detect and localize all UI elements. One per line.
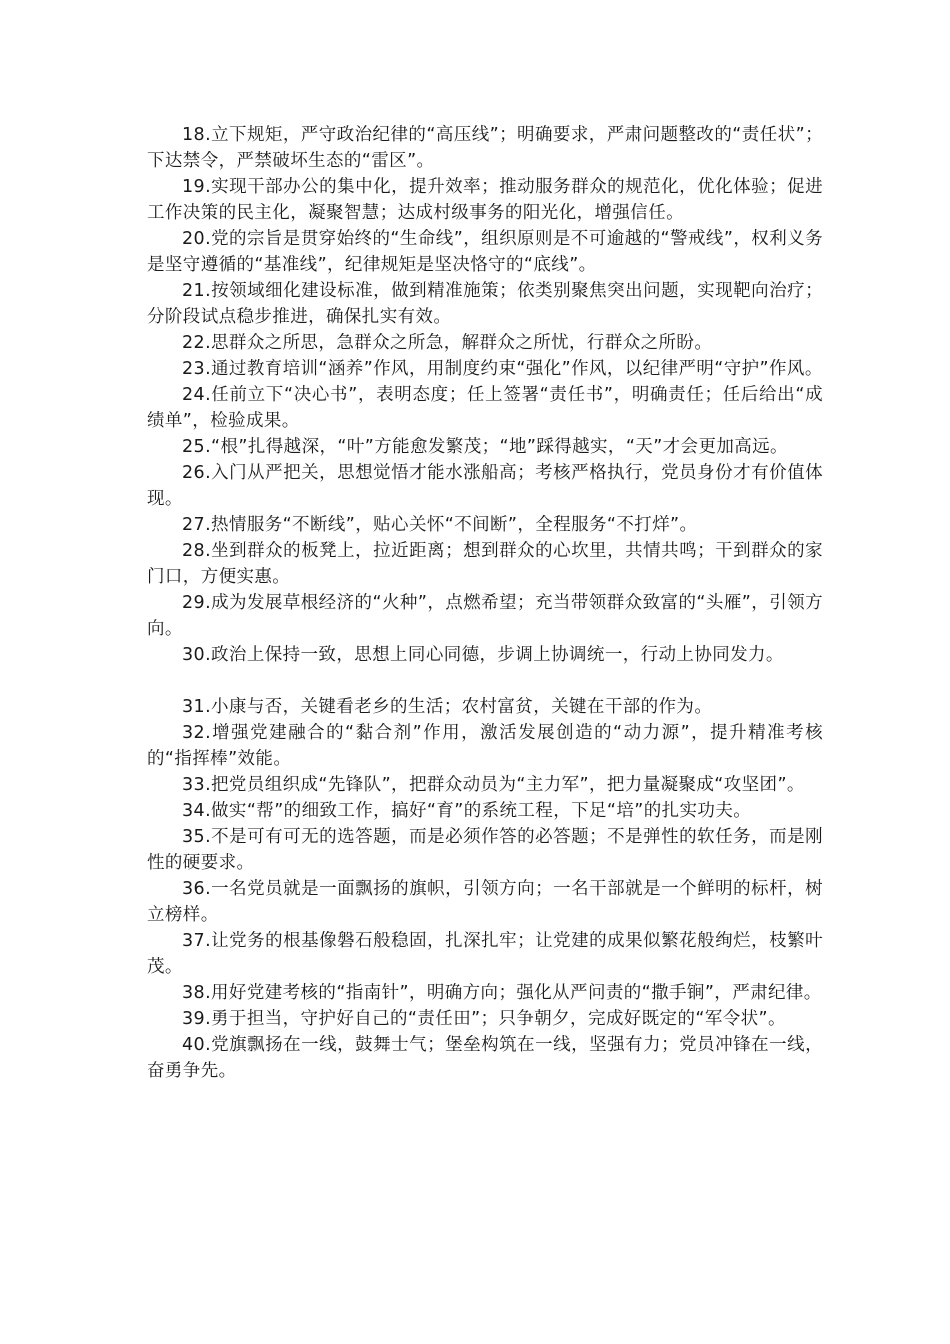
paragraph-24: 24.任前立下“决心书”，表明态度；任上签署“责任书”，明确责任；任后给出“成绩单”，检验成果。: [147, 385, 823, 431]
paragraph-36: 36.一名党员就是一面飘扬的旗帜，引领方向；一名干部就是一个鲜明的标杆，树立榜样。: [147, 879, 823, 925]
paragraph-18: 18.立下规矩，严守政治纪律的“高压线”；明确要求，严肃问题整改的“责任状”；下达禁令，严禁破坏生态的“雷区”。: [147, 125, 823, 171]
paragraph-37: 37.让党务的根基像磐石般稳固，扎深扎牢；让党建的成果似繁花般绚烂，枝繁叶茂。: [147, 931, 823, 977]
paragraph-38: 38.用好党建考核的“指南针”，明确方向；强化从严问责的“撒手锏”，严肃纪律。: [182, 983, 822, 1003]
paragraph-20: 20.党的宗旨是贯穿始终的“生命线”，组织原则是不可逾越的“警戒线”，权利义务是坚守遵循的“基准线”，纪律规矩是坚决恪守的“底线”。: [147, 229, 823, 275]
paragraph-22: 22.思群众之所思，急群众之所急，解群众之所忧，行群众之所盼。: [182, 333, 713, 353]
paragraph-30: 30.政治上保持一致，思想上同心同德，步调上协调统一，行动上协同发力。: [182, 645, 784, 665]
paragraph-32: 32.增强党建融合的“黏合剂”作用，激活发展创造的“动力源”，提升精准考核的“指挥棒”效能。: [147, 723, 823, 769]
paragraph-27: 27.热情服务“不断线”，贴心关怀“不间断”，全程服务“不打烊”。: [182, 515, 698, 535]
paragraph-29: 29.成为发展草根经济的“火种”，点燃希望；充当带领群众致富的“头雁”，引领方向。: [147, 593, 823, 639]
paragraph-34: 34.做实“帮”的细致工作，搞好“育”的系统工程，下足“培”的扎实功夫。: [182, 801, 752, 821]
paragraph-39: 39.勇于担当，守护好自己的“责任田”；只争朝夕，完成好既定的“军令状”。: [182, 1009, 786, 1029]
blank-line: [147, 668, 823, 694]
document-body: [147, 122, 823, 1084]
paragraph-35: 35.不是可有可无的选答题，而是必须作答的必答题；不是弹性的软任务，而是刚性的硬要求。: [147, 827, 823, 873]
paragraph-40: 40.党旗飘扬在一线，鼓舞士气；堡垒构筑在一线，坚强有力；党员冲锋在一线，奋勇争先。: [147, 1035, 823, 1081]
paragraph-19: 19.实现干部办公的集中化，提升效率；推动服务群众的规范化，优化体验；促进工作决策的民主化，凝聚智慧；达成村级事务的阳光化，增强信任。: [147, 177, 823, 223]
paragraph-33: 33.把党员组织成“先锋队”，把群众动员为“主力军”，把力量凝聚成“攻坚团”。: [182, 775, 805, 795]
paragraph-26: 26.入门从严把关，思想觉悟才能水涨船高；考核严格执行，党员身份才有价值体现。: [147, 463, 823, 509]
paragraph-23: 23.通过教育培训“涵养”作风，用制度约束“强化”作风，以纪律严明“守护”作风。: [182, 359, 823, 379]
paragraph-25: 25.“根”扎得越深，“叶”方能愈发繁茂；“地”踩得越实，“天”才会更加高远。: [182, 437, 788, 457]
paragraph-21: 21.按领域细化建设标准，做到精准施策；依类别聚焦突出问题，实现靶向治疗；分阶段试点稳步推进，确保扎实有效。: [147, 281, 823, 327]
paragraph-31: 31.小康与否，关键看老乡的生活；农村富贫，关键在干部的作为。: [182, 697, 713, 717]
paragraph-28: 28.坐到群众的板凳上，拉近距离；想到群众的心坎里，共情共鸣；干到群众的家门口，方便实惠。: [147, 541, 823, 587]
